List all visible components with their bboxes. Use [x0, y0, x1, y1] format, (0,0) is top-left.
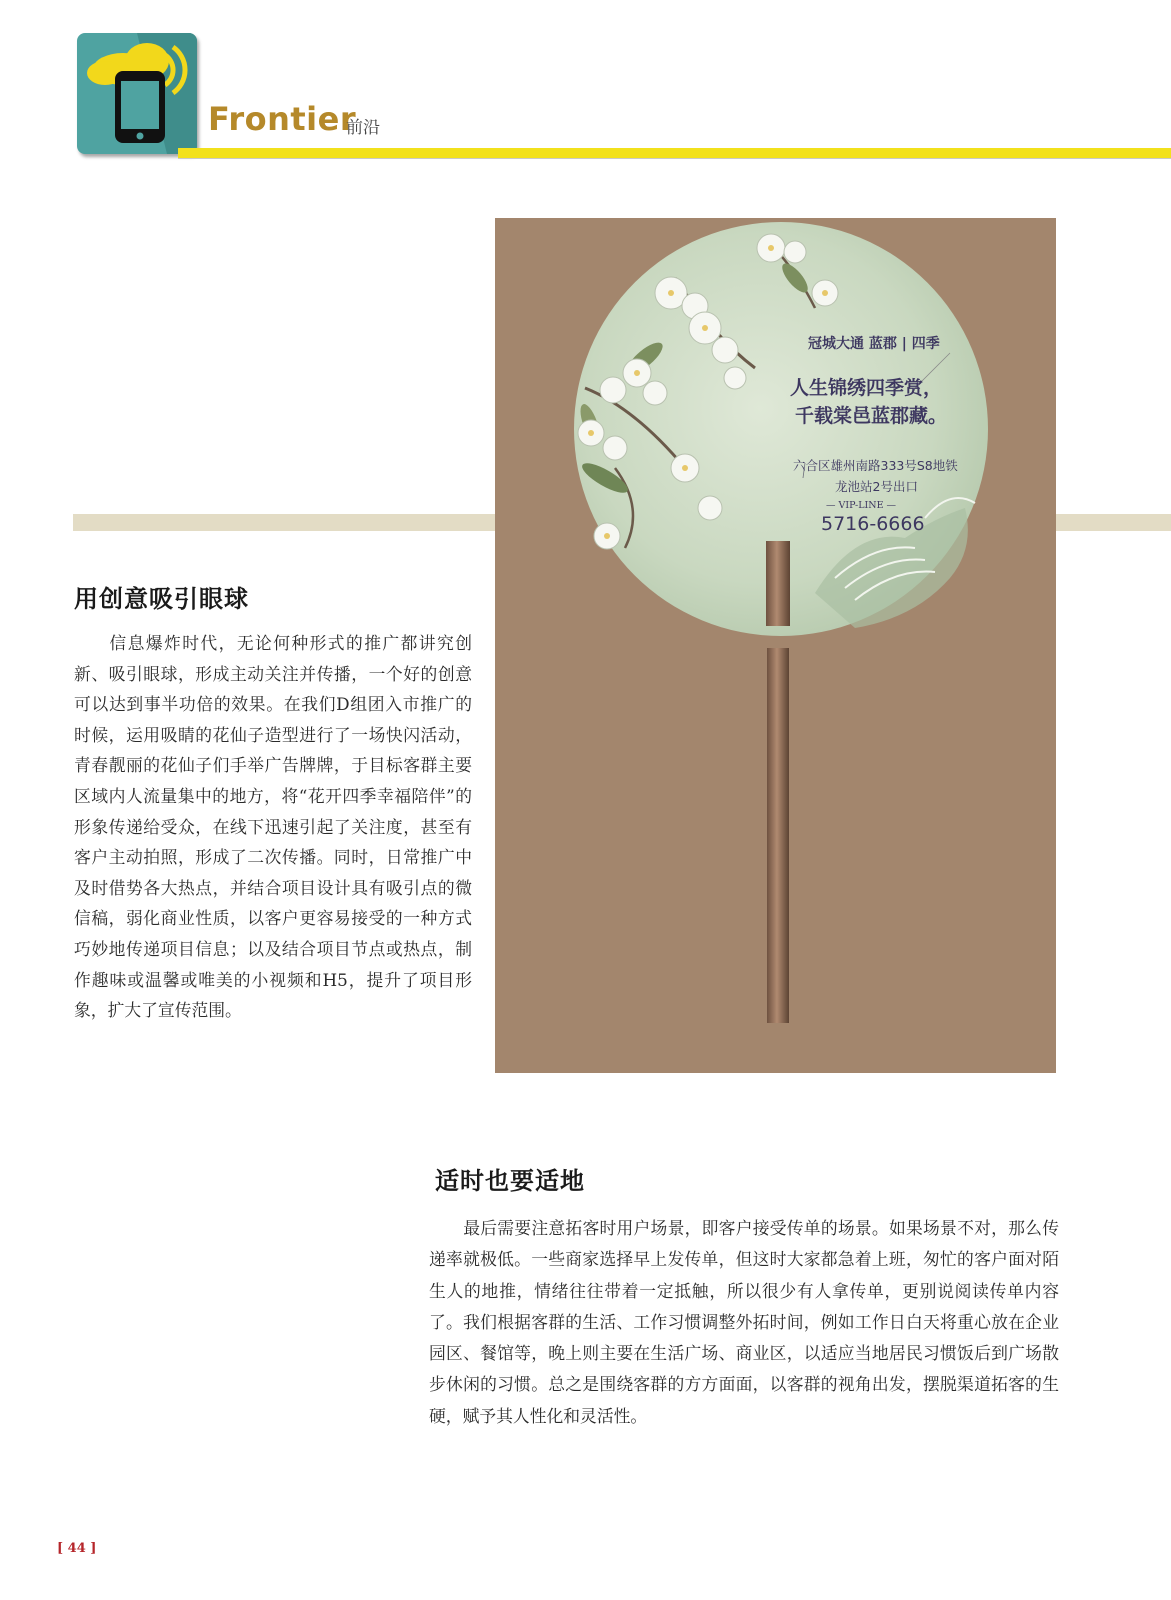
section-title: Frontier: [208, 100, 357, 138]
fan-slogan-line1: 人生锦绣四季赏，: [790, 377, 943, 399]
fan-brand: 冠城大通 蓝郡 | 四季: [808, 336, 940, 352]
section1-heading: 用创意吸引眼球: [74, 585, 249, 613]
fan-illustration: [495, 218, 1056, 1073]
fan-address-line1: 六合区雄州南路333号S8地铁: [793, 458, 958, 473]
header-divider: [178, 148, 1171, 158]
fan-photo: [495, 218, 1056, 1073]
section1-text: 信息爆炸时代，无论何种形式的推广都讲究创新、吸引眼球，形成主动关注并传播，一个好的创意可以达到事半功倍的效果。在我们D组团入市推广的时候，运用吸睛的花仙子造型进行了一场快闪活动，青春靓丽的花仙子们手举广告牌牌，于目标客群主要区域内人流量集中的地方，将“花开四季幸福陪伴”的形象传递给受众，在线下迅速引起了关注度，甚至有客户主动拍照，形成了二次传播。同时，日常推广中及时借势各大热点，并结合项目设计具有吸引点的微信稿，弱化商业性质，以客户更容易接受的一种方式巧妙地传递项目信息；以及结合项目节点或热点，制作趣味或温馨或唯美的小视频和H5，提升了项目形象，扩大了宣传范围。: [74, 633, 472, 1021]
fan-vip-line: — VIP-LINE —: [826, 500, 897, 511]
fan-address-line2: 龙池站2号出口: [835, 479, 918, 494]
section-subtitle: 前沿: [346, 118, 380, 138]
section1-paragraph: [74, 628, 472, 1026]
header-divider-shadow: [178, 158, 1171, 159]
page-number: [ 44 ]: [57, 1541, 97, 1556]
section-logo: [77, 33, 197, 154]
section2-paragraph: [429, 1213, 1059, 1432]
fan-slogan-line2: 千载棠邑蓝郡藏。: [795, 405, 948, 427]
section2-heading: 适时也要适地: [435, 1167, 585, 1195]
section2-text: 最后需要注意拓客时用户场景，即客户接受传单的场景。如果场景不对，那么传递率就极低。一些商家选择早上发传单，但这时大家都急着上班，匆忙的客户面对陌生人的地推，情绪往往带着一定抵触，所以很少有人拿传单，更别说阅读传单内容了。我们根据客群的生活、工作习惯调整外拓时间，例如工作日白天将重心放在企业园区、餐馆等，晚上则主要在生活广场、商业区，以适应当地居民习惯饭后到广场散步休闲的习惯。总之是围绕客群的方方面面，以客群的视角出发，摆脱渠道拓客的生硬，赋予其人性化和灵活性。: [429, 1218, 1059, 1426]
fan-phone: 5716-6666: [821, 513, 925, 535]
phone-signal-icon: [77, 33, 197, 154]
